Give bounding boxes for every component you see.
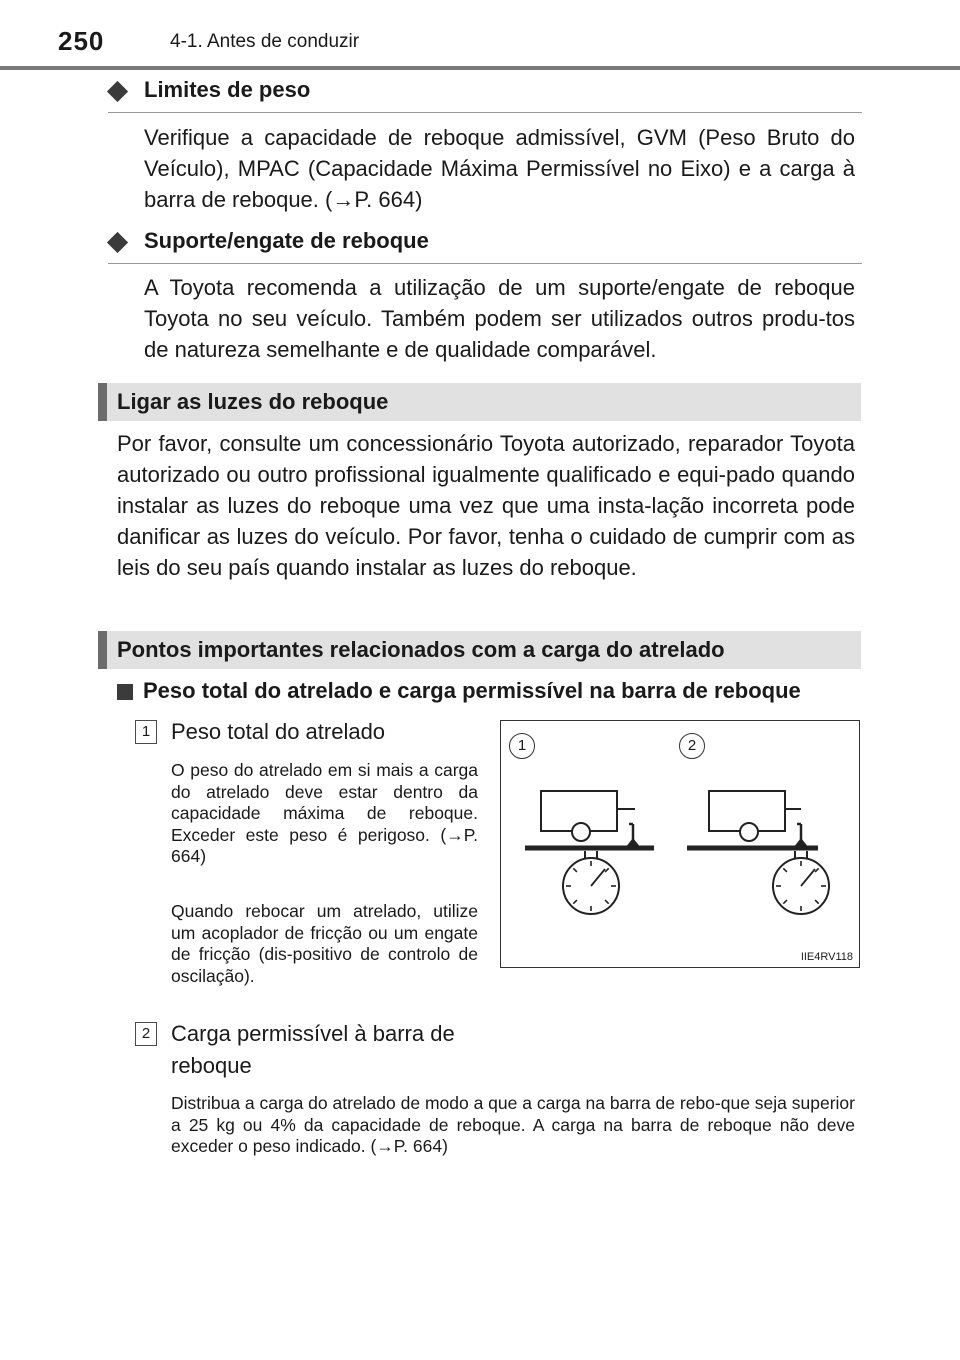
limites-paragraph: Verifique a capacidade de reboque admissível, GVM (Peso Bruto do Veículo), MPAC (Capacidade Máxima Permissível no Eixo) e a carga à barra de reboque. (→P. 664) <box>144 125 855 212</box>
figure-code: IIE4RV118 <box>800 951 853 963</box>
diamond-bullet-icon <box>107 232 128 253</box>
header-rule <box>0 66 960 70</box>
suporte-heading <box>108 223 862 264</box>
figure-label-2: 2 <box>679 733 705 759</box>
trailer-load-figure <box>500 720 860 968</box>
pontos-bullet-heading: Peso total do atrelado e carga permissível na barra de reboque <box>143 678 801 703</box>
figure-label-1: 1 <box>509 733 535 759</box>
item1-text2: Quando rebocar um atrelado, utilize um acoplador de fricção ou um engate de fricção (dis-positivo de controlo de oscilação). <box>171 901 478 986</box>
suporte-heading-text: Suporte/engate de reboque <box>144 228 429 253</box>
square-bullet-icon <box>117 684 133 700</box>
suporte-paragraph: A Toyota recomenda a utilização de um suporte/engate de reboque Toyota no seu veículo. Também podem ser utilizados outros produ-tos de natureza semelhante e de qualidade comparável. <box>144 275 855 362</box>
item2-title-line2: reboque <box>171 1053 252 1078</box>
running-head: 4-1. Antes de conduzir <box>170 31 360 52</box>
luzes-section-title: Ligar as luzes do reboque <box>117 389 389 414</box>
diamond-bullet-icon <box>107 81 128 102</box>
trailer-1-diagram <box>525 791 654 914</box>
trailer-diagram-svg <box>501 721 858 966</box>
trailer-2-diagram <box>687 791 829 914</box>
pontos-section-bar <box>98 631 861 669</box>
limites-heading <box>108 72 862 113</box>
pontos-section-title: Pontos importantes relacionados com a carga do atrelado <box>117 637 725 662</box>
item1-title: Peso total do atrelado <box>171 719 386 744</box>
item2-text: Distribua a carga do atrelado de modo a que a carga na barra de rebo-que seja superior a 25 kg ou 4% da capacidade de reboque. A carga na barra de reboque não deve exceder o peso indicado. (→P. 664) <box>171 1093 855 1156</box>
item2-number-box: 2 <box>135 1022 157 1046</box>
limites-heading-text: Limites de peso <box>144 77 311 102</box>
item2-title-line1: Carga permissível à barra de <box>171 1021 455 1046</box>
item1-number-box: 1 <box>135 720 157 744</box>
page-number: 250 <box>58 26 105 56</box>
luzes-paragraph: Por favor, consulte um concessionário Toyota autorizado, reparador Toyota autorizado ou outro profissional igualmente qualificado e equi-pado quando instalar as luzes do reboque uma vez que uma insta-lação incorreta pode danificar as luzes do veículo. Por favor, tenha o cuidado de cumprir com as leis do seu país quando instalar as luzes do reboque. <box>117 431 855 580</box>
luzes-section-bar <box>98 383 861 421</box>
item1-text1: O peso do atrelado em si mais a carga do atrelado deve estar dentro da capacidade máxima de reboque. Exceder este peso é perigoso. (→P. 664) <box>171 760 478 866</box>
